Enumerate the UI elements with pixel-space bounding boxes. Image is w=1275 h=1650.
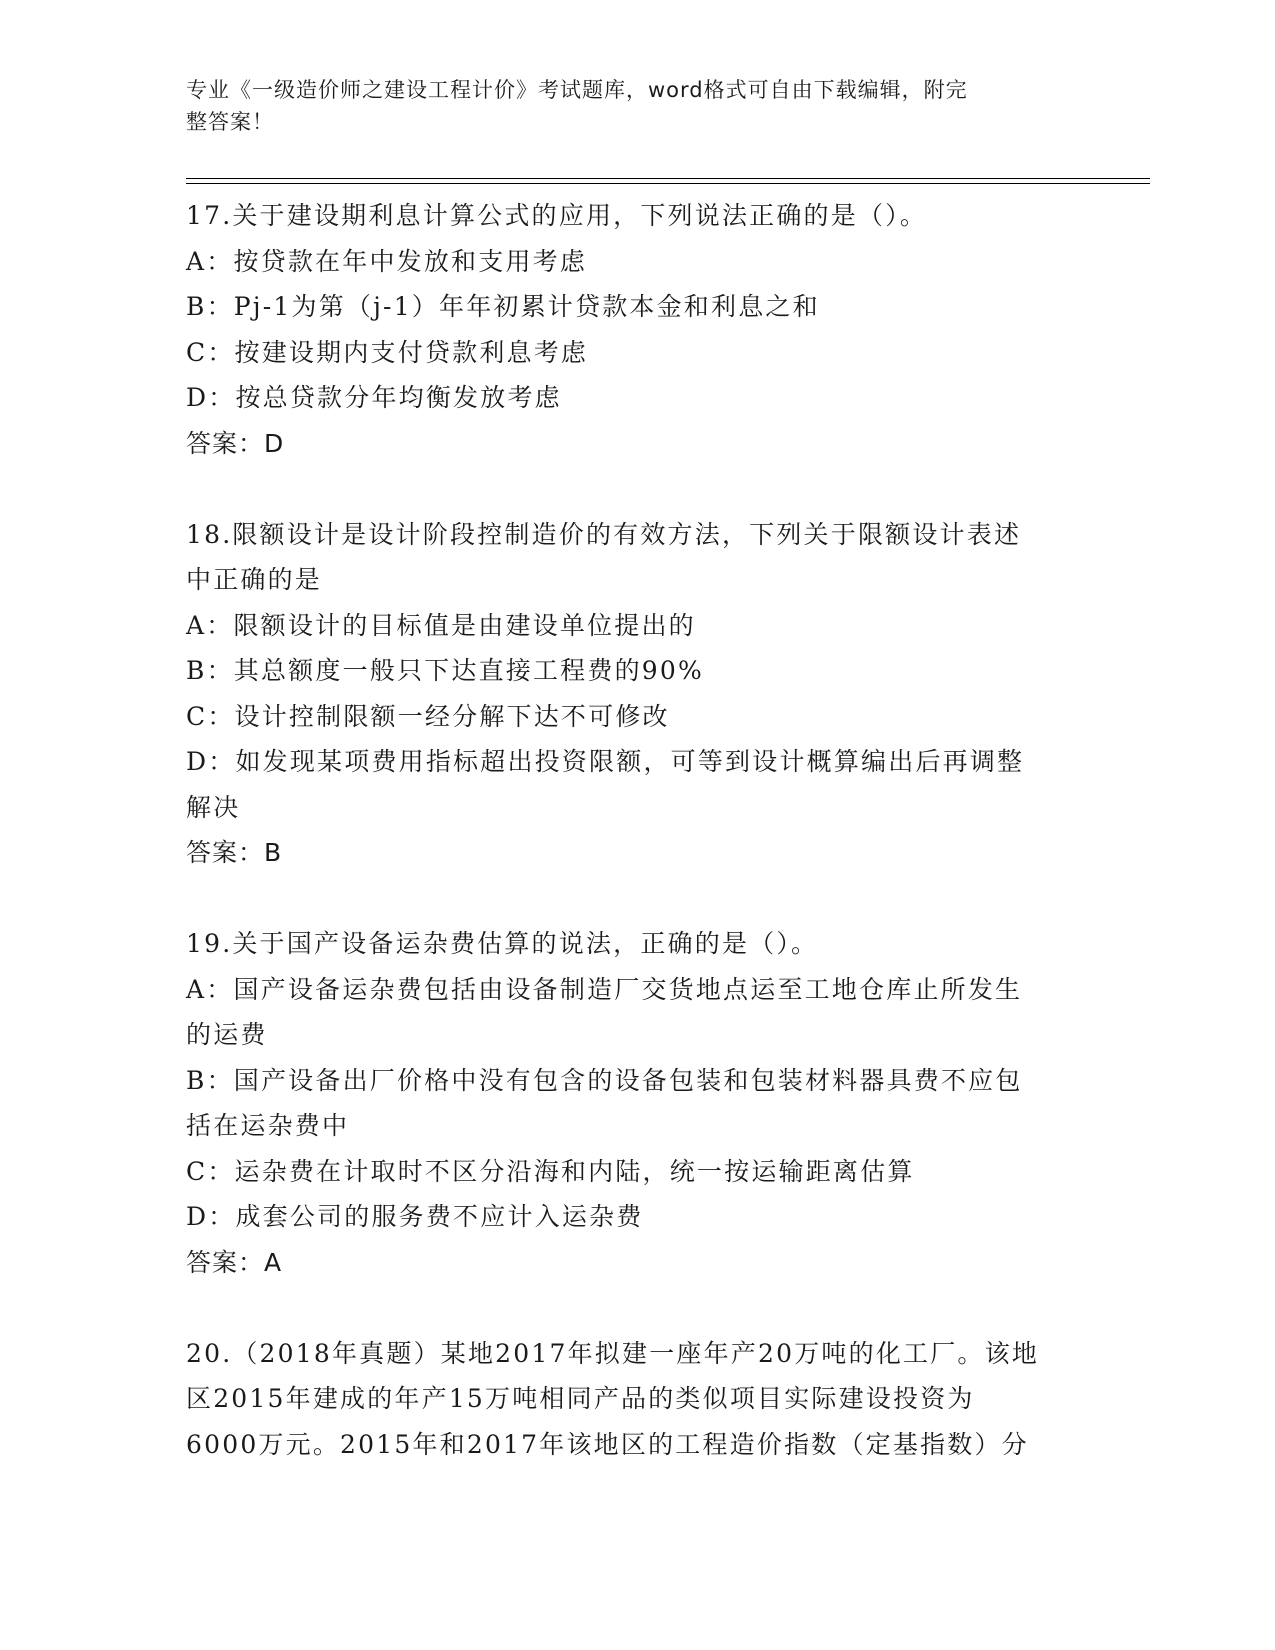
question-stem: 20.（2018年真题）某地2017年拟建一座年产20万吨的化工厂。该地 (186, 1338, 1040, 1368)
answer-option: B：其总额度一般只下达直接工程费的90% (186, 656, 704, 685)
answer-option: C：运杂费在计取时不区分沿海和内陆，统一按运输距离估算 (186, 1156, 915, 1186)
answer-option: A：国产设备运杂费包括由设备制造厂交货地点运至工地仓库止所发生 (186, 974, 1023, 1004)
question-list (186, 193, 1086, 1467)
answer-option: D：按总贷款分年均衡发放考虑 (186, 383, 562, 412)
answer-option: A：限额设计的目标值是由建设单位提出的 (186, 610, 696, 640)
page-header (186, 74, 1066, 138)
answer-option: 的运费 (186, 1020, 268, 1049)
header-line-2: 整答案！ (186, 110, 274, 134)
question-item (186, 921, 1086, 1285)
question-stem: 18.限额设计是设计阶段控制造价的有效方法，下列关于限额设计表述 (186, 519, 1022, 549)
question-item (186, 193, 1086, 466)
answer-key: 答案：B (186, 838, 283, 867)
answer-option: D：如发现某项费用指标超出投资限额，可等到设计概算编出后再调整 (186, 747, 1025, 776)
header-divider-bottom (186, 183, 1150, 184)
question-stem: 19.关于国产设备运杂费估算的说法，正确的是（）。 (186, 929, 819, 958)
header-divider-top (186, 178, 1150, 179)
question-item (186, 1331, 1086, 1468)
question-item (186, 512, 1086, 876)
question-stem: 中正确的是 (186, 565, 323, 594)
question-stem: 区2015年建成的年产15万吨相同产品的类似项目实际建设投资为 (186, 1384, 975, 1413)
question-stem: 17.关于建设期利息计算公式的应用，下列说法正确的是（）。 (186, 201, 928, 230)
answer-option: B：Pj-1为第（j-1）年年初累计贷款本金和利息之和 (186, 292, 820, 321)
answer-key: 答案：D (186, 428, 285, 458)
answer-option: B：国产设备出厂价格中没有包含的设备包装和包装材料器具费不应包 (186, 1065, 1023, 1095)
answer-option: 括在运杂费中 (186, 1111, 350, 1140)
answer-option: C：设计控制限额一经分解下达不可修改 (186, 701, 670, 731)
answer-option: C：按建设期内支付贷款利息考虑 (186, 337, 589, 367)
header-line-1: 专业《一级造价师之建设工程计价》考试题库，word格式可自由下载编辑，附完 (186, 78, 968, 102)
answer-option: 解决 (186, 792, 241, 822)
answer-key: 答案：A (186, 1247, 283, 1277)
answer-option: A：按贷款在年中发放和支用考虑 (186, 246, 588, 276)
question-stem: 6000万元。2015年和2017年该地区的工程造价指数（定基指数）分 (186, 1429, 1029, 1459)
answer-option: D：成套公司的服务费不应计入运杂费 (186, 1202, 644, 1231)
